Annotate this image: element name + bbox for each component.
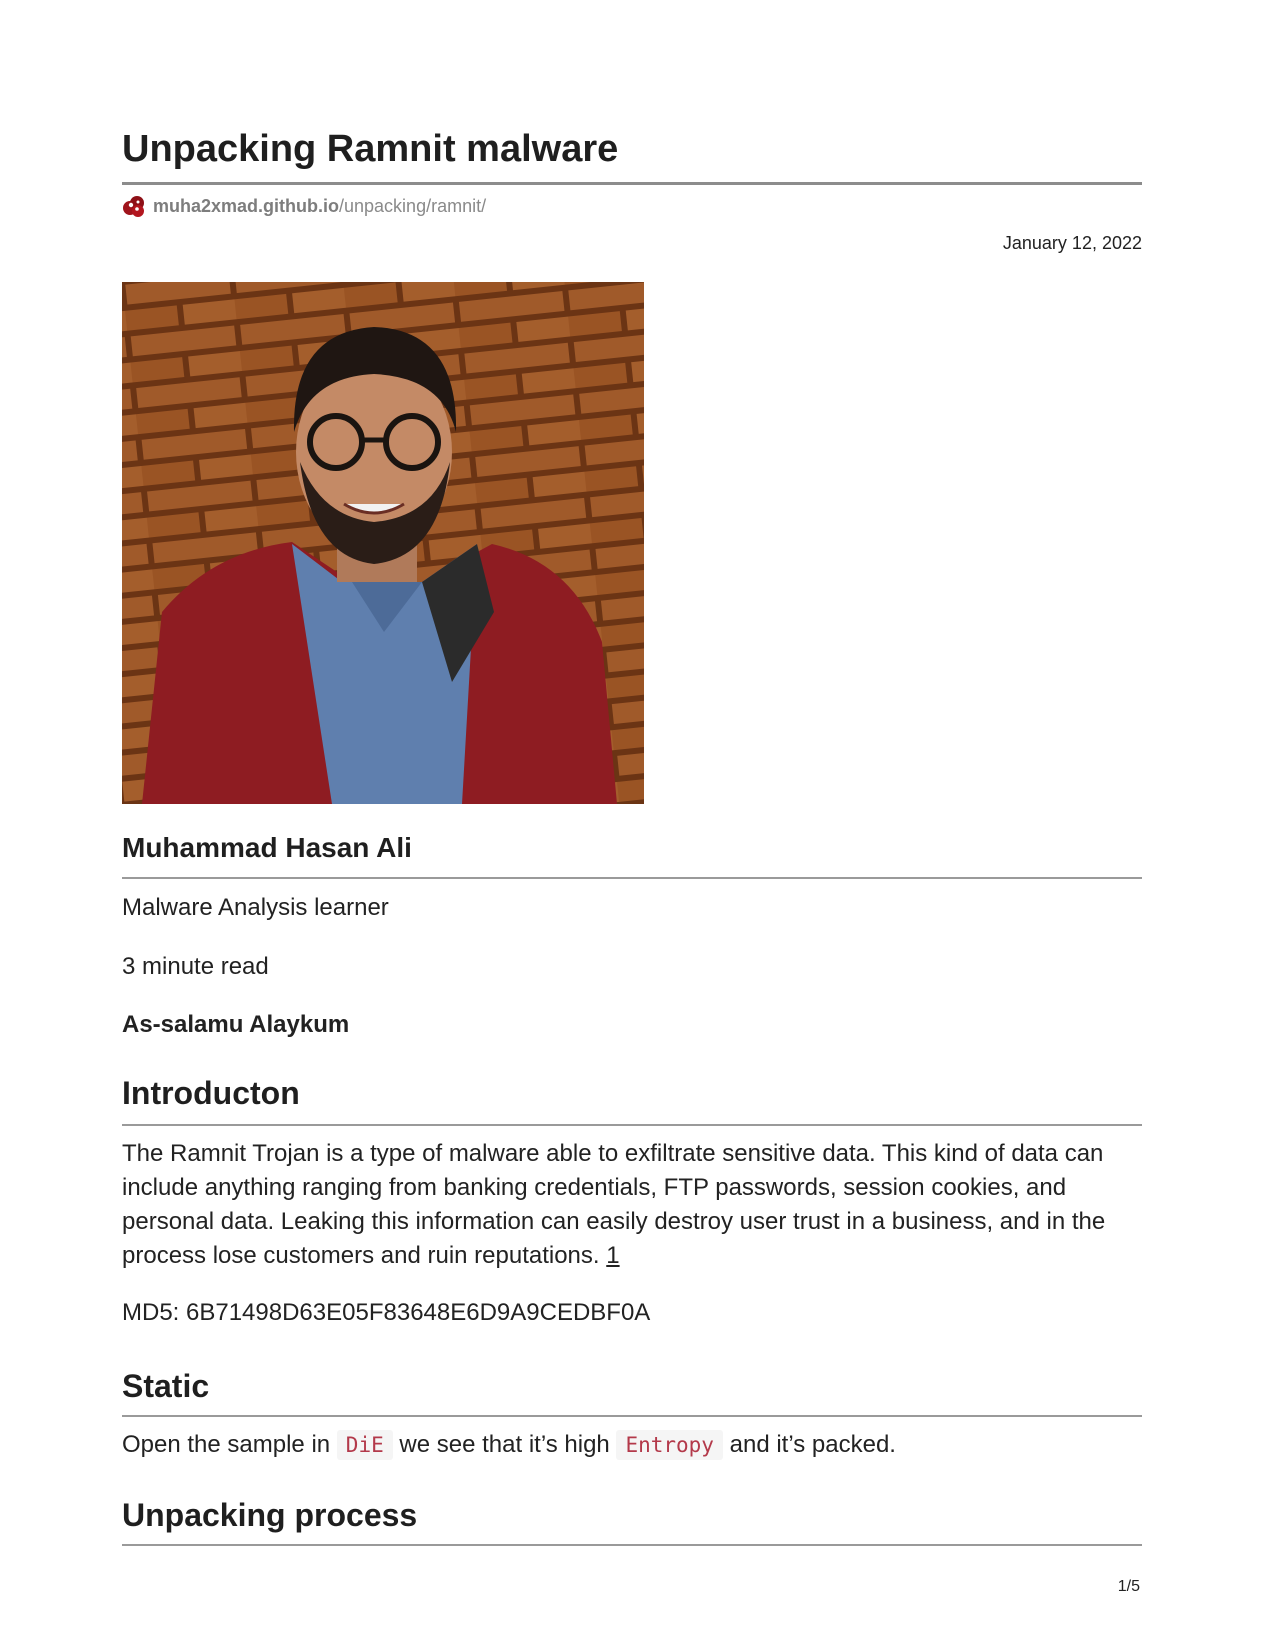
static-text-after: and it’s packed. (729, 1431, 896, 1458)
unpacking-divider (122, 1544, 1142, 1546)
entropy-code: Entropy (616, 1430, 723, 1460)
page-number: 1/5 (1117, 1578, 1140, 1595)
read-time: 3 minute read (122, 953, 269, 980)
intro-heading: Introducton (122, 1075, 300, 1111)
intro-paragraph (122, 1137, 1142, 1273)
static-text-middle: we see that it’s high (399, 1431, 610, 1458)
author-photo (122, 282, 644, 804)
static-paragraph (122, 1428, 1142, 1462)
die-code: DiE (337, 1430, 393, 1460)
intro-divider (122, 1124, 1142, 1126)
author-divider (122, 877, 1142, 879)
intro-text: The Ramnit Trojan is a type of malware able to exfiltrate sensitive data. This kind of data can include anything ranging from banking credentials, FTP passwords, session cookies, and personal data. Leaking this information can easily destroy user trust in a business, and in the process lose customers and ruin reputations. (122, 1140, 1106, 1269)
akatsuki-cloud-icon (122, 194, 146, 218)
static-text-before: Open the sample in (122, 1431, 331, 1458)
article-title: Unpacking Ramnit malware (122, 128, 619, 170)
static-divider (122, 1415, 1142, 1417)
source-line (122, 193, 486, 219)
footnote-link[interactable]: 1 (606, 1242, 620, 1269)
greeting: As-salamu Alaykum (122, 1011, 350, 1038)
author-name: Muhammad Hasan Ali (122, 832, 412, 863)
source-host: muha2xmad.github.io (153, 195, 340, 216)
static-heading: Static (122, 1368, 210, 1404)
author-bio: Malware Analysis learner (122, 894, 389, 921)
title-divider (122, 182, 1142, 185)
unpacking-heading: Unpacking process (122, 1497, 418, 1533)
source-link[interactable] (153, 196, 486, 217)
md5-hash: MD5: 6B71498D63E05F83648E6D9A9CEDBF0A (122, 1299, 651, 1326)
publish-date: January 12, 2022 (1002, 233, 1142, 253)
source-path: /unpacking/ramnit/ (339, 195, 487, 216)
